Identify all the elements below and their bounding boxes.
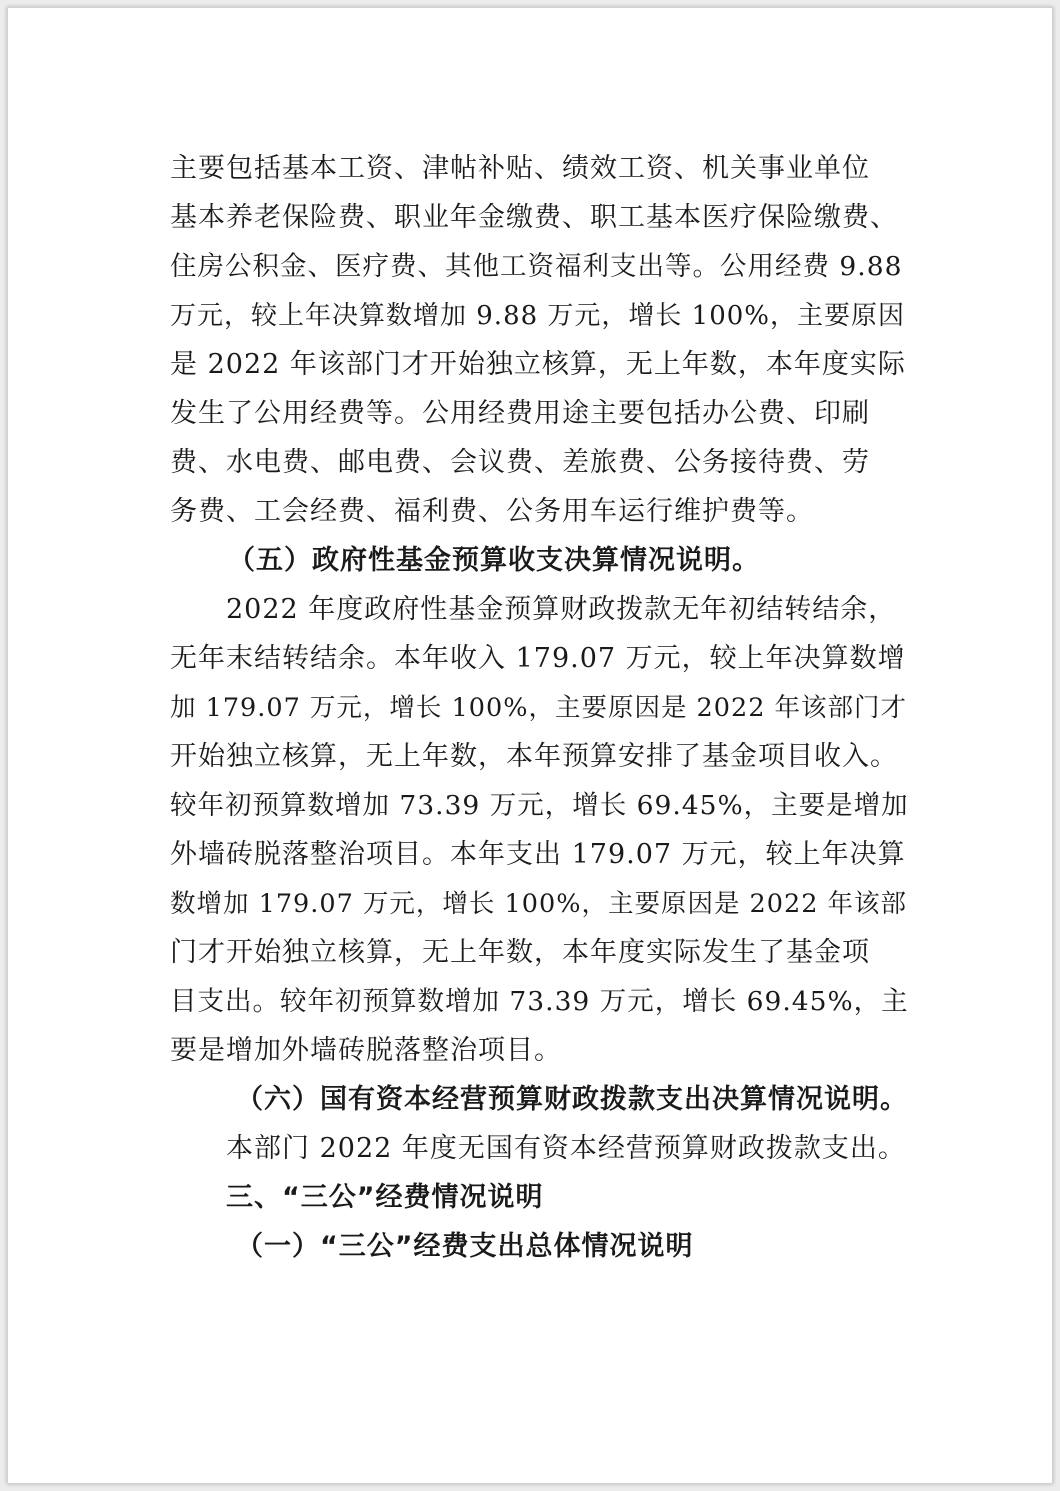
paragraph-line-12: 加 179.07 万元，增长 100%，主要原因是 2022 年该部门才 — [170, 693, 908, 723]
document-page — [7, 7, 1053, 1484]
subsection-heading-1: （一）“三公”经费支出总体情况说明 — [236, 1231, 694, 1262]
paragraph-line-1: 主要包括基本工资、津帖补贴、绩效工资、机关事业单位 — [170, 153, 870, 184]
paragraph-line-21: 本部门 2022 年度无国有资本经营预算财政拨款支出。 — [226, 1133, 906, 1164]
section-heading-5: （五）政府性基金预算收支决算情况说明。 — [228, 545, 760, 576]
paragraph-line-2: 基本养老保险费、职业年金缴费、职工基本医疗保险缴费、 — [170, 202, 898, 233]
paragraph-line-13: 开始独立核算，无上年数，本年预算安排了基金项目收入。 — [170, 741, 898, 772]
paragraph-line-19: 要是增加外墙砖脱落整治项目。 — [170, 1035, 562, 1066]
paragraph-line-16: 数增加 179.07 万元，增长 100%，主要原因是 2022 年该部 — [170, 889, 908, 919]
paragraph-line-15: 外墙砖脱落整治项目。本年支出 179.07 万元，较上年决算 — [170, 839, 906, 870]
paragraph-line-17: 门才开始独立核算，无上年数，本年度实际发生了基金项 — [170, 937, 870, 968]
paragraph-line-6: 发生了公用经费等。公用经费用途主要包括办公费、印刷 — [170, 398, 870, 429]
paragraph-line-7: 费、水电费、邮电费、会议费、差旅费、公务接待费、劳 — [170, 447, 870, 478]
paragraph-line-18: 目支出。较年初预算数增加 73.39 万元，增长 69.45%，主 — [170, 986, 909, 1017]
section-heading-three: 三、“三公”经费情况说明 — [226, 1182, 544, 1213]
paragraph-line-11: 无年末结转结余。本年收入 179.07 万元，较上年决算数增 — [170, 643, 906, 674]
section-heading-6: （六）国有资本经营预算财政拨款支出决算情况说明。 — [236, 1084, 908, 1115]
paragraph-line-5: 是 2022 年该部门才开始独立核算，无上年数，本年度实际 — [170, 349, 906, 380]
paragraph-line-4: 万元，较上年决算数增加 9.88 万元，增长 100%，主要原因 — [170, 301, 906, 331]
paragraph-line-3: 住房公积金、医疗费、其他工资福利支出等。公用经费 9.88 — [170, 251, 903, 282]
paragraph-line-10: 2022 年度政府性基金预算财政拨款无年初结转结余， — [226, 594, 897, 625]
paragraph-line-14: 较年初预算数增加 73.39 万元，增长 69.45%，主要是增加 — [170, 790, 909, 821]
paragraph-line-8: 务费、工会经费、福利费、公务用车运行维护费等。 — [170, 496, 814, 527]
